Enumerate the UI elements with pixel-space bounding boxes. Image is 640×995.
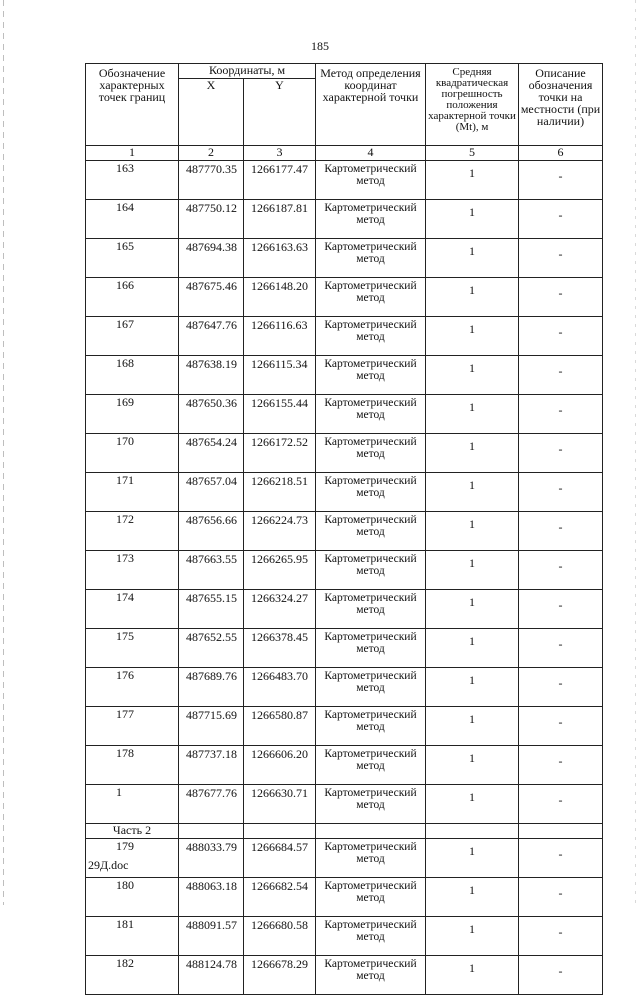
- table-row: [86, 590, 603, 629]
- table-row: [86, 551, 603, 590]
- accuracy-cell: 1: [426, 551, 519, 590]
- point-id: 182: [86, 956, 179, 995]
- method-cell: Картометрический метод: [316, 668, 426, 707]
- accuracy-cell: 1: [426, 317, 519, 356]
- accuracy-cell: 1: [426, 785, 519, 824]
- point-id: 169: [86, 395, 179, 434]
- table-row: [86, 707, 603, 746]
- coord-x: 487663.55: [179, 551, 244, 590]
- description-cell: -: [519, 668, 603, 707]
- coord-y: 1266606.20: [244, 746, 316, 785]
- table-row: [86, 200, 603, 239]
- table-row: [86, 956, 603, 995]
- point-id: 163: [86, 161, 179, 200]
- coord-y: 1266163.63: [244, 239, 316, 278]
- scan-edge-left: [3, 0, 4, 905]
- coord-y: 1266155.44: [244, 395, 316, 434]
- accuracy-cell: 1: [426, 395, 519, 434]
- accuracy-cell: 1: [426, 200, 519, 239]
- method-cell: Картометрический метод: [316, 551, 426, 590]
- coord-y: 1266177.47: [244, 161, 316, 200]
- description-cell: -: [519, 590, 603, 629]
- coord-y: 1266684.57: [244, 839, 316, 878]
- coord-x: 487650.36: [179, 395, 244, 434]
- table-row: [86, 668, 603, 707]
- coord-y: 1266224.73: [244, 512, 316, 551]
- coord-x: 487694.38: [179, 239, 244, 278]
- point-id: 170: [86, 434, 179, 473]
- coord-x: 487677.76: [179, 785, 244, 824]
- point-id: 164: [86, 200, 179, 239]
- coord-x: 487655.15: [179, 590, 244, 629]
- accuracy-cell: 1: [426, 356, 519, 395]
- accuracy-cell: 1: [426, 668, 519, 707]
- accuracy-cell: 1: [426, 707, 519, 746]
- description-cell: -: [519, 278, 603, 317]
- accuracy-cell: 1: [426, 956, 519, 995]
- coord-y: 1266187.81: [244, 200, 316, 239]
- table-row: [86, 917, 603, 956]
- coord-x: 487675.46: [179, 278, 244, 317]
- table-row: [86, 512, 603, 551]
- coord-x: 487654.24: [179, 434, 244, 473]
- coord-y: 1266148.20: [244, 278, 316, 317]
- point-id: 166: [86, 278, 179, 317]
- description-cell: -: [519, 317, 603, 356]
- description-cell: -: [519, 629, 603, 668]
- description-cell: -: [519, 839, 603, 878]
- method-cell: Картометрический метод: [316, 473, 426, 512]
- accuracy-cell: 1: [426, 590, 519, 629]
- coord-x: 487656.66: [179, 512, 244, 551]
- coord-x: 487770.35: [179, 161, 244, 200]
- accuracy-cell: 1: [426, 239, 519, 278]
- coord-x: 487652.55: [179, 629, 244, 668]
- point-id: 165: [86, 239, 179, 278]
- coord-x: 487737.18: [179, 746, 244, 785]
- description-cell: -: [519, 395, 603, 434]
- point-id: 173: [86, 551, 179, 590]
- column-number: 1: [86, 146, 179, 161]
- header-x: X: [179, 79, 244, 146]
- method-cell: Картометрический метод: [316, 239, 426, 278]
- description-cell: -: [519, 512, 603, 551]
- header-accuracy: Средняя квадратическая погрешность положения характерной точки (Mt), м: [426, 64, 519, 146]
- point-id: 174: [86, 590, 179, 629]
- point-id: 181: [86, 917, 179, 956]
- table-row: [86, 629, 603, 668]
- accuracy-cell: 1: [426, 161, 519, 200]
- table-row: [86, 473, 603, 512]
- coord-y: 1266324.27: [244, 590, 316, 629]
- coord-y: 1266116.63: [244, 317, 316, 356]
- table-row: [86, 395, 603, 434]
- coord-x: 488124.78: [179, 956, 244, 995]
- method-cell: Картометрический метод: [316, 395, 426, 434]
- section-row: [86, 824, 603, 839]
- description-cell: -: [519, 473, 603, 512]
- coord-y: 1266378.45: [244, 629, 316, 668]
- point-id: 168: [86, 356, 179, 395]
- method-cell: Картометрический метод: [316, 707, 426, 746]
- table-row: [86, 161, 603, 200]
- description-cell: -: [519, 356, 603, 395]
- description-cell: -: [519, 878, 603, 917]
- coord-y: 1266115.34: [244, 356, 316, 395]
- accuracy-cell: 1: [426, 278, 519, 317]
- point-id: 172: [86, 512, 179, 551]
- table-row: [86, 839, 603, 878]
- column-number: 4: [316, 146, 426, 161]
- point-id: 178: [86, 746, 179, 785]
- table-row: [86, 317, 603, 356]
- point-id: 179: [86, 839, 179, 878]
- method-cell: Картометрический метод: [316, 839, 426, 878]
- point-id: 175: [86, 629, 179, 668]
- coord-x: 487638.19: [179, 356, 244, 395]
- point-id: 176: [86, 668, 179, 707]
- table-row: [86, 434, 603, 473]
- method-cell: Картометрический метод: [316, 434, 426, 473]
- header-point: Обозначение характерных точек границ: [86, 64, 179, 146]
- point-id: 180: [86, 878, 179, 917]
- table-row: [86, 785, 603, 824]
- section-label: Часть 2: [86, 824, 179, 839]
- method-cell: Картометрический метод: [316, 356, 426, 395]
- method-cell: Картометрический метод: [316, 917, 426, 956]
- description-cell: -: [519, 917, 603, 956]
- header-description: Описание обозначения точки на местности (при наличии): [519, 64, 603, 146]
- coord-y: 1266680.58: [244, 917, 316, 956]
- column-number: 3: [244, 146, 316, 161]
- coord-y: 1266630.71: [244, 785, 316, 824]
- footer-filename: 29Д.doc: [88, 858, 129, 872]
- accuracy-cell: 1: [426, 512, 519, 551]
- description-cell: -: [519, 200, 603, 239]
- coord-x: 487647.76: [179, 317, 244, 356]
- coord-y: 1266580.87: [244, 707, 316, 746]
- description-cell: -: [519, 161, 603, 200]
- coord-y: 1266265.95: [244, 551, 316, 590]
- coord-x: 487750.12: [179, 200, 244, 239]
- coord-y: 1266483.70: [244, 668, 316, 707]
- method-cell: Картометрический метод: [316, 200, 426, 239]
- method-cell: Картометрический метод: [316, 785, 426, 824]
- column-number: 6: [519, 146, 603, 161]
- description-cell: -: [519, 785, 603, 824]
- coord-y: 1266682.54: [244, 878, 316, 917]
- accuracy-cell: 1: [426, 746, 519, 785]
- coord-x: 488091.57: [179, 917, 244, 956]
- method-cell: Картометрический метод: [316, 629, 426, 668]
- coord-x: 488063.18: [179, 878, 244, 917]
- coord-y: 1266678.29: [244, 956, 316, 995]
- method-cell: Картометрический метод: [316, 278, 426, 317]
- coord-x: 487657.04: [179, 473, 244, 512]
- scan-edge-right: [635, 0, 636, 905]
- accuracy-cell: 1: [426, 473, 519, 512]
- accuracy-cell: 1: [426, 839, 519, 878]
- method-cell: Картометрический метод: [316, 512, 426, 551]
- description-cell: -: [519, 551, 603, 590]
- method-cell: Картометрический метод: [316, 956, 426, 995]
- table-row: [86, 356, 603, 395]
- point-id: 171: [86, 473, 179, 512]
- method-cell: Картометрический метод: [316, 590, 426, 629]
- header-coordinates: Координаты, м: [179, 64, 316, 79]
- header-y: Y: [244, 79, 316, 146]
- coord-x: 487715.69: [179, 707, 244, 746]
- header-method: Метод определения координат характерной точки: [316, 64, 426, 146]
- description-cell: -: [519, 239, 603, 278]
- page-number: 185: [311, 39, 329, 53]
- coord-y: 1266218.51: [244, 473, 316, 512]
- coord-x: 487689.76: [179, 668, 244, 707]
- point-id: 167: [86, 317, 179, 356]
- accuracy-cell: 1: [426, 878, 519, 917]
- coordinates-table: [85, 63, 603, 995]
- table-row: [86, 878, 603, 917]
- table-row: [86, 239, 603, 278]
- point-id: 177: [86, 707, 179, 746]
- method-cell: Картометрический метод: [316, 317, 426, 356]
- method-cell: Картометрический метод: [316, 161, 426, 200]
- accuracy-cell: 1: [426, 434, 519, 473]
- accuracy-cell: 1: [426, 629, 519, 668]
- table-row: [86, 746, 603, 785]
- coord-y: 1266172.52: [244, 434, 316, 473]
- description-cell: -: [519, 956, 603, 995]
- table-row: [86, 278, 603, 317]
- description-cell: -: [519, 707, 603, 746]
- point-id: 1: [86, 785, 179, 824]
- description-cell: -: [519, 434, 603, 473]
- column-number: 5: [426, 146, 519, 161]
- coord-x: 488033.79: [179, 839, 244, 878]
- accuracy-cell: 1: [426, 917, 519, 956]
- description-cell: -: [519, 746, 603, 785]
- method-cell: Картометрический метод: [316, 746, 426, 785]
- column-number: 2: [179, 146, 244, 161]
- method-cell: Картометрический метод: [316, 878, 426, 917]
